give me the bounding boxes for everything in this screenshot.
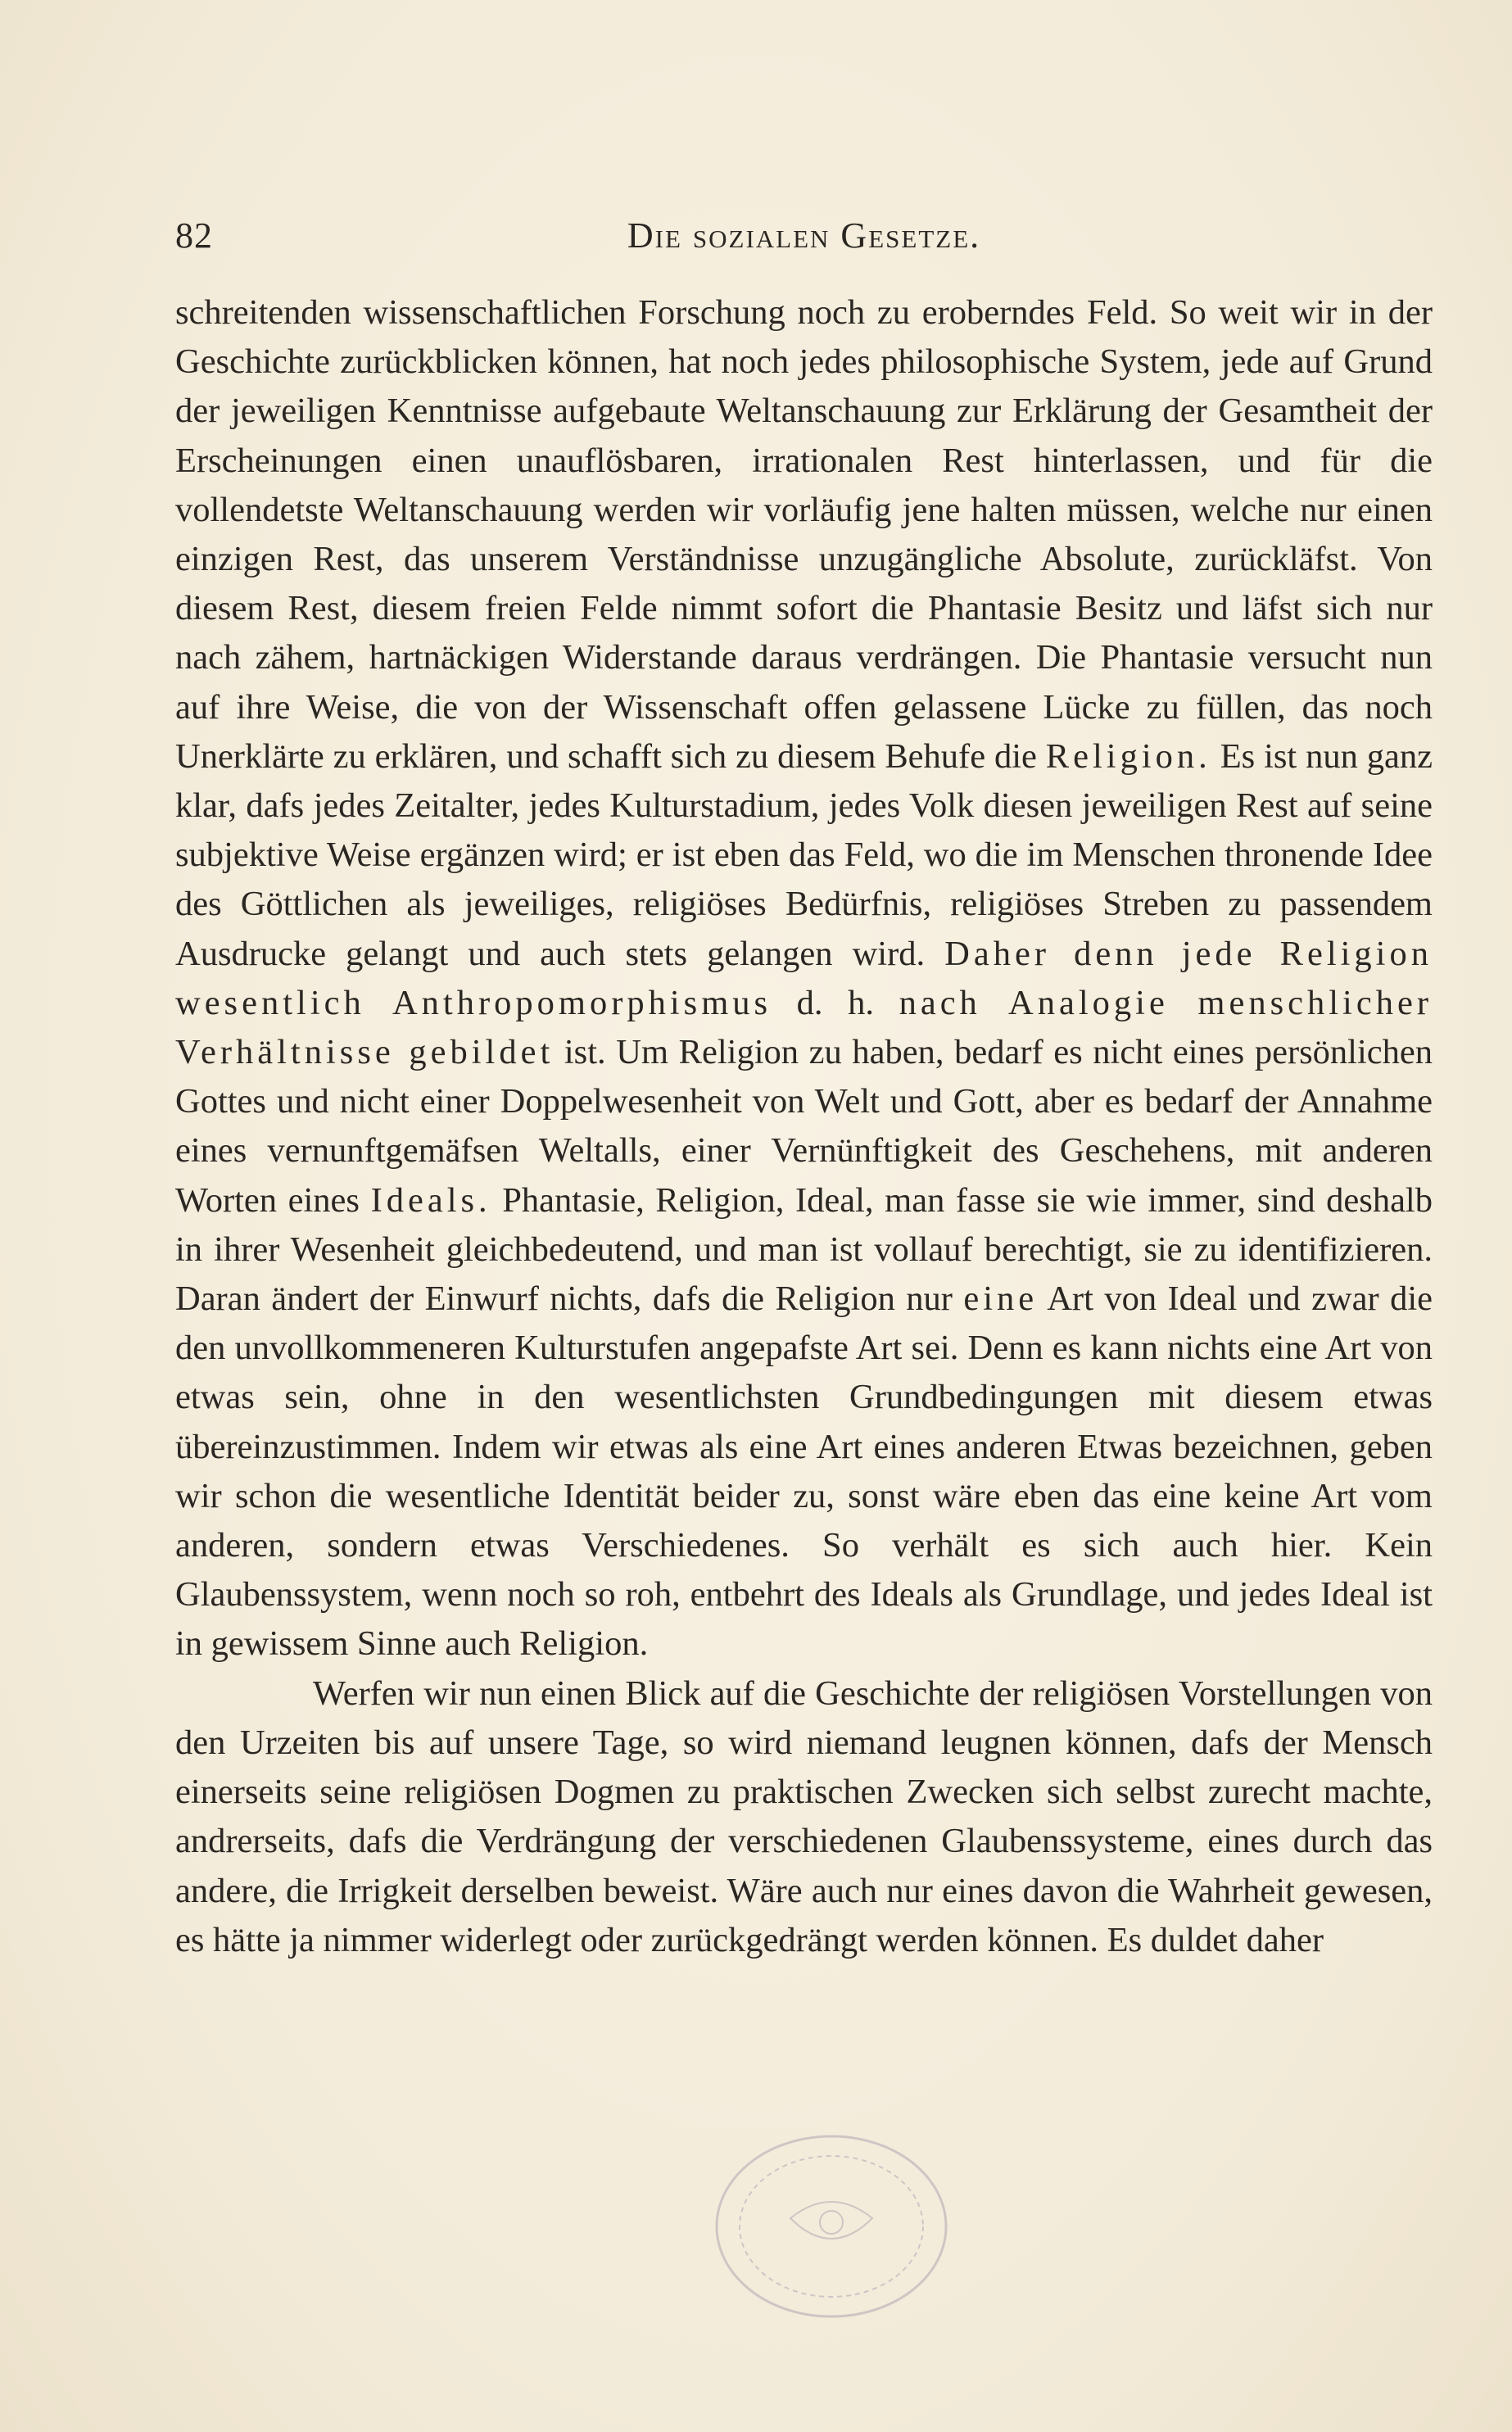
text-run: Werfen wir nun einen Blick auf die Geschichte der religiösen Vorstellungen von den Urzeiten bis auf unsere Tage, so wird niemand leugnen können, dafs der Mensch einerseits seine religiösen Dogmen zu praktischen Zwecken sich selbst zurecht machte, andrerseits, dafs die Verdrängung der verschiedenen Glaubenssysteme, eines durch das andere, die Irrigkeit derselben beweist. Wäre auch nur eines davon die Wahrheit gewesen, es hätte ja nimmer widerlegt oder zurückgedrängt werden können. Es duldet daher: [175, 1673, 1433, 1959]
chapter-title: Die sozialen Gesetze.: [627, 215, 981, 256]
text-run-spaced: Ideals.: [370, 1180, 491, 1220]
body-text: [175, 288, 1433, 1965]
text-run: Es ist nun ganz klar, dafs jedes Zeitalter, jedes Kulturstadium, jedes Volk diesen jeweiligen Rest auf seine subjektive Weise ergänzen wird; er ist eben das Feld, wo die im Menschen thronende Idee des Göttlichen als jeweiliges, religiöses Bedürfnis, religiöses Streben zu passendem Ausdrucke gelangt und auch stets gelangen wird.: [175, 736, 1433, 973]
text-run: schreitenden wissenschaftlichen Forschung noch zu eroberndes Feld. So weit wir in der Geschichte zurückblicken können, hat noch jedes philosophische System, jede auf Grund der jeweiligen Kenntnisse aufgebaute Weltanschauung zur Erklärung der Gesamtheit der Erscheinungen einen unauflösbaren, irrationalen Rest hinterlassen, und für die vollendetste Weltanschauung werden wir vorläufig jene halten müssen, welche nur einen einzigen Rest, das unserem Verständnisse unzugängliche Absolute, zurückläfst. Von diesem Rest, diesem freien Felde nimmt sofort die Phantasie Besitz und läfst sich nur nach zähem, hartnäckigen Widerstande daraus verdrängen. Die Phantasie versucht nun auf ihre Weise, die von der Wissenschaft offen gelassene Lücke zu füllen, das noch Unerklärte zu erklären, und schafft sich zu diesem Behufe die: [175, 293, 1433, 776]
text-run-spaced: Religion.: [1045, 736, 1211, 776]
library-stamp-icon: [700, 2120, 962, 2333]
running-head: [175, 215, 1433, 264]
paragraph: [175, 1669, 1433, 1965]
text-run: ist. Um Religion zu haben, bedarf es nicht eines persönlichen Gottes und nicht einer Doppelwesenheit von Welt und Gott, aber es bedarf der Annahme eines vernunftgemäfsen Weltalls, einer Vernünftigkeit des Geschehens, mit anderen Worten eines: [175, 1033, 1433, 1220]
text-run-spaced: Daher denn jede Religion wesentlich Anthropomorphismus: [175, 934, 1433, 1022]
text-run-spaced: nach Analogie menschlicher Verhältnisse gebildet: [175, 983, 1433, 1072]
text-run: d. h.: [772, 983, 899, 1022]
text-run: Phantasie, Religion, Ideal, man fasse sie wie immer, sind deshalb in ihrer Wesenheit gleichbedeutend, und man ist vollauf berechtigt, sie zu identifizieren. Daran ändert der Einwurf nichts, dafs die Religion nur: [175, 1180, 1433, 1319]
text-run-spaced: eine: [963, 1279, 1039, 1319]
page-number: 82: [175, 215, 213, 256]
paragraph: [175, 288, 1433, 1669]
text-run: Art von Ideal und zwar die den unvollkommeneren Kulturstufen angepafste Art sei. Denn es kann nichts eine Art von etwas sein, ohne in den wesentlichsten Grundbedingungen mit diesem etwas übereinzustimmen. Indem wir etwas als eine Art eines anderen Etwas bezeichnen, geben wir schon die wesentliche Identität beider zu, sonst wäre eben das eine keine Art vom anderen, sondern etwas Verschiedenes. So verhält es sich auch hier. Kein Glaubenssystem, wenn noch so roh, entbehrt des Ideals als Grundlage, und jedes Ideal ist in gewissem Sinne auch Religion.: [175, 1279, 1433, 1664]
